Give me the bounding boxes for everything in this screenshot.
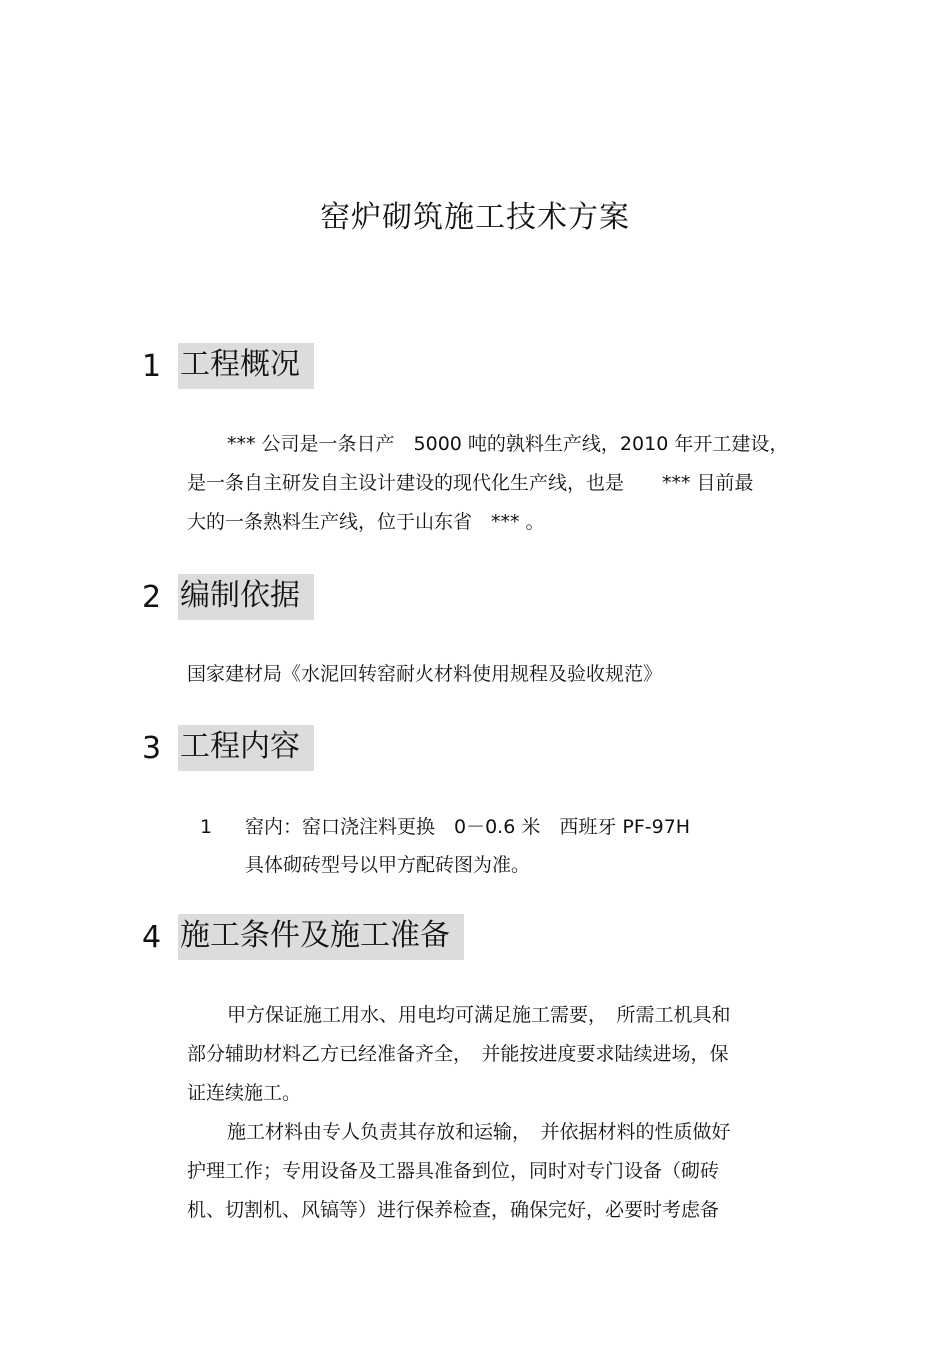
content-item-text: 窑内：窑口浇注料更换 0－0.6 米 西班牙 PF-97H <box>245 816 691 838</box>
body-line: 大的一条熟料生产线，位于山东省 *** 。 <box>187 511 545 533</box>
body-line: 部分辅助材料乙方已经准备齐全， 并能按进度要求陆续进场，保 <box>187 1043 729 1065</box>
section-title: 编制依据 <box>178 574 314 620</box>
section-1-body <box>187 425 807 542</box>
body-line: 护理工作；专用设备及工器具准备到位，同时对专门设备（砌砖 <box>187 1160 720 1182</box>
section-4-heading <box>142 914 464 960</box>
section-number: 4 <box>142 919 162 955</box>
section-3-heading <box>142 725 314 771</box>
section-number: 3 <box>142 730 162 766</box>
section-title: 工程内容 <box>178 725 314 771</box>
body-line: 是一条自主研发自主设计建设的现代化生产线，也是 *** 目前最 <box>187 472 754 494</box>
body-line: 施工材料由专人负责其存放和运输， 并依据材料的性质做好 <box>227 1121 731 1143</box>
content-item-note: 具体砌砖型号以甲方配砖图为准。 <box>245 854 531 876</box>
section-2-body <box>187 655 807 694</box>
document-title: 窑炉砌筑施工技术方案 <box>320 200 630 235</box>
body-line: 证连续施工。 <box>187 1082 302 1104</box>
body-line: *** 公司是一条日产 5000 吨的孰料生产线，2010 年开工建设， <box>227 433 789 455</box>
content-item-number: 1 <box>200 816 213 838</box>
body-line: 国家建材局《水泥回转窑耐火材料使用规程及验收规范》 <box>187 663 663 685</box>
section-4-body <box>187 996 807 1230</box>
section-title: 工程概况 <box>178 343 314 389</box>
section-2-heading <box>142 574 314 620</box>
section-number: 2 <box>142 579 162 615</box>
section-number: 1 <box>142 348 162 384</box>
section-1-heading <box>142 343 314 389</box>
body-line: 甲方保证施工用水、用电均可满足施工需要， 所需工机具和 <box>227 1004 731 1026</box>
body-line: 机、切割机、风镐等）进行保养检查，确保完好，必要时考虑备 <box>187 1199 720 1221</box>
section-title: 施工条件及施工准备 <box>178 914 464 960</box>
